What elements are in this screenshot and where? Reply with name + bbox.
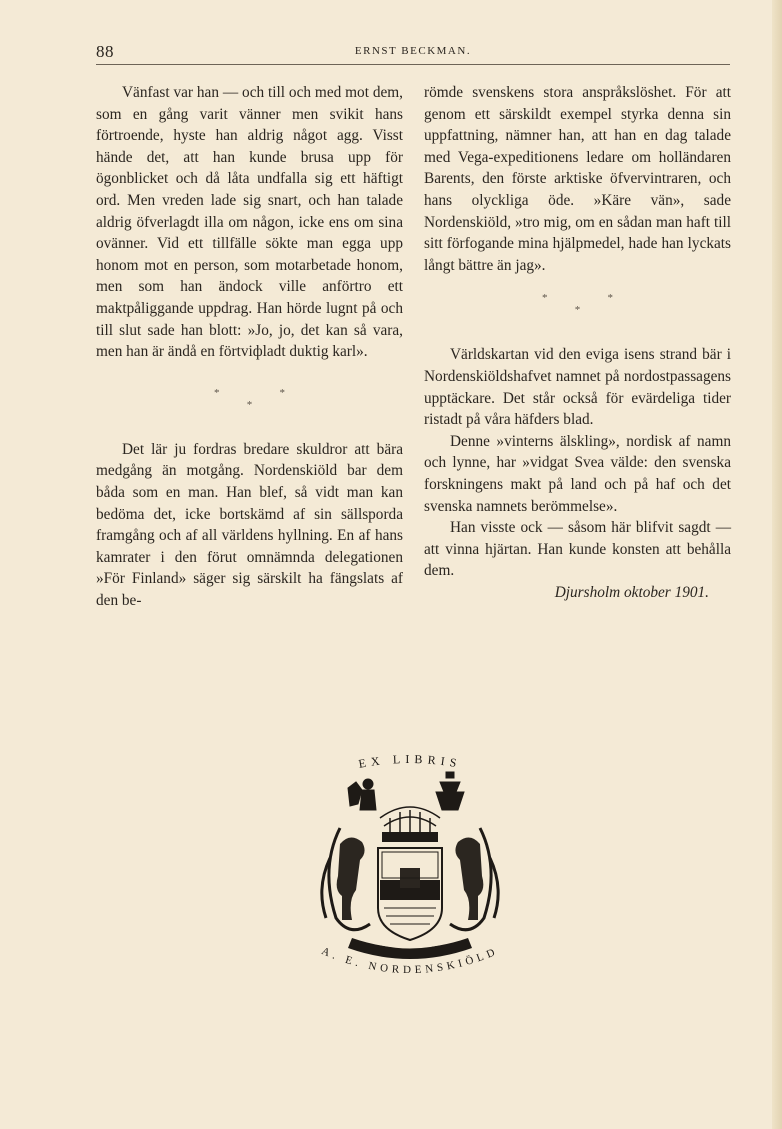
ex-libris-bookplate: [300, 748, 520, 988]
page-header: [96, 40, 730, 66]
paragraph: römde svenskens stora anspråkslöshet. För att genom ett särskildt exempel styrka denna sin uppfattning, nämner han, att han en dag talade med Vega-expeditionens ledare om holländaren Barents, den förste arktiske öfvervintraren, och hans olyckliga öde. »Käre vän», sade Nordenskiöld, »tro mig, om en sådan man haft till sitt förfogande mina hjälpmedel, hade han lyckats långt bättre än jag».: [424, 84, 731, 274]
page-number: 88: [96, 42, 114, 61]
header-rule: [96, 64, 730, 65]
svg-text:EX LIBRIS: [357, 752, 462, 771]
running-head: ERNST BECKMAN.: [354, 45, 472, 57]
signature-date: oktober 1901.: [624, 583, 709, 601]
signature-place: Djursholm: [554, 583, 621, 601]
paragraph: Denne »vinterns älskling», nordisk af namn och lynne, har »vidgat Svea välde: den svenska forskningens makt på land och på haf och det svenska namnets berömmelse».: [424, 432, 731, 515]
bookplate-top-text: EX LIBRIS: [357, 751, 463, 771]
section-break: * * *: [214, 386, 285, 411]
section-break: * * *: [542, 292, 613, 317]
paragraph: Världskartan vid den eviga isens strand bär i Nordenskiöldshafvet namnet på nordostpassagens upptäckare. Det står också för evärdeliga tider ristadt på våra häfders blad.: [424, 346, 731, 429]
paragraph: Vänfast var han — och till och med mot dem, som en gång varit vänner men svikit hans förtroende, hyste han aldrig något agg. Visst hände det, att han kunde brusa upp för ögonblicket och då låta undfalla sig ett häftigt ord. Men vreden lade sig snart, och han talade aldrig öfverlagdt illa om någon, icke ens om sina ovänner. Vid ett tillfälle sökte man egga upp honom mot en person, som motarbetade honom, men som han ändock ville anförtro ett maktpåliggande uppdrag. Han hörde lugnt på och till slut sade han blott: »Jo, jo, det kan så vara, men han är ändå en förtviфladt duktig karl».: [96, 84, 403, 361]
page-edge: [772, 0, 782, 1129]
coat-of-arms-icon: [300, 748, 520, 988]
paragraph: Han visste ock — såsom här blifvit sagdt — att vinna hjärtan. Han kunde konsten att behålla dem.: [424, 519, 731, 580]
signature: [424, 582, 731, 604]
right-column: [424, 82, 731, 603]
bookplate-bottom-text: A. E. NORDENSKIÖLD: [319, 945, 501, 977]
paragraph: Det lär ju fordras bredare skuldror att bära medgång än motgång. Nordenskiöld bar dem båda som en man. Han blef, så vidt man kan bedöma det, icke bortskämd af sin sällsporda framgång och af all världens hyllning. En af hans kamrater i den förut omnämnda delegationen »För Finland» säger sig särskilt ha fängslats af den be-: [96, 440, 403, 609]
left-column: [96, 82, 403, 611]
